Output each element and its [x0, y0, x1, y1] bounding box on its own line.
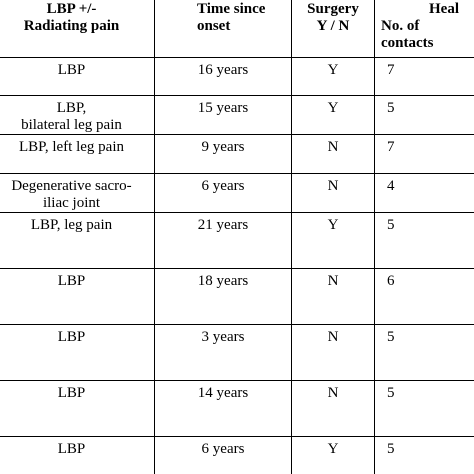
table-row — [0, 325, 474, 381]
table-row — [0, 96, 474, 135]
header-health-contacts — [375, 0, 474, 58]
table-header-row — [0, 0, 474, 58]
header-contacts-line1: No. of — [381, 18, 420, 34]
cell-contacts: 4 — [375, 174, 474, 213]
cell-contacts: 5 — [375, 437, 474, 474]
condition-text: Degenerative sacro- — [11, 178, 132, 194]
table-row — [0, 269, 474, 325]
table-row — [0, 135, 474, 174]
header-health-group: Heal — [429, 1, 459, 17]
condition-text: iliac joint — [42, 195, 101, 211]
cell-condition — [0, 381, 155, 437]
cell-time: 16 years — [155, 58, 292, 96]
cell-time: 6 years — [155, 174, 292, 213]
header-time-since-onset — [155, 0, 292, 58]
header-condition-line2: Radiating pain — [23, 18, 120, 34]
header-condition — [0, 0, 155, 58]
cell-condition — [0, 96, 155, 135]
condition-text: LBP — [57, 441, 86, 457]
cell-surgery: Y — [292, 437, 375, 474]
table-row — [0, 58, 474, 96]
cell-surgery: Y — [292, 96, 375, 135]
cell-condition — [0, 325, 155, 381]
header-time-line2: onset — [197, 18, 231, 34]
cell-surgery: N — [292, 135, 375, 174]
condition-text: LBP — [57, 62, 86, 78]
cell-time: 9 years — [155, 135, 292, 174]
cell-condition — [0, 135, 155, 174]
cell-surgery: N — [292, 325, 375, 381]
table-row — [0, 174, 474, 213]
condition-text: bilateral leg pain — [21, 117, 122, 133]
cell-surgery: N — [292, 381, 375, 437]
header-time-line1: Time since — [197, 1, 266, 17]
cell-time: 15 years — [155, 96, 292, 135]
cell-time: 3 years — [155, 325, 292, 381]
cell-condition — [0, 437, 155, 474]
cell-contacts: 7 — [375, 58, 474, 96]
cell-condition — [0, 269, 155, 325]
header-surgery-line2: Y / N — [316, 18, 350, 34]
condition-text: LBP, — [56, 100, 87, 116]
condition-text: LBP — [57, 329, 86, 345]
header-contacts-line2: contacts — [381, 35, 434, 51]
table-row — [0, 213, 474, 269]
cell-time: 18 years — [155, 269, 292, 325]
cell-surgery: Y — [292, 213, 375, 269]
header-surgery — [292, 0, 375, 58]
cell-contacts: 5 — [375, 96, 474, 135]
cell-contacts: 7 — [375, 135, 474, 174]
cell-surgery: N — [292, 269, 375, 325]
cell-time: 21 years — [155, 213, 292, 269]
cell-contacts: 5 — [375, 213, 474, 269]
cell-condition — [0, 213, 155, 269]
cell-condition — [0, 58, 155, 96]
condition-text: LBP, left leg pain — [19, 139, 124, 155]
cell-surgery: N — [292, 174, 375, 213]
cell-time: 6 years — [155, 437, 292, 474]
table-row — [0, 381, 474, 437]
cell-contacts: 6 — [375, 269, 474, 325]
cell-time: 14 years — [155, 381, 292, 437]
cell-condition — [0, 174, 155, 213]
cell-contacts: 5 — [375, 381, 474, 437]
condition-text: LBP — [57, 385, 86, 401]
condition-text: LBP, leg pain — [30, 217, 113, 233]
condition-text: LBP — [57, 273, 86, 289]
table-row — [0, 437, 474, 474]
header-condition-line1: LBP +/- — [46, 1, 97, 17]
header-surgery-line1: Surgery — [307, 1, 359, 17]
cell-surgery: Y — [292, 58, 375, 96]
cell-contacts: 5 — [375, 325, 474, 381]
